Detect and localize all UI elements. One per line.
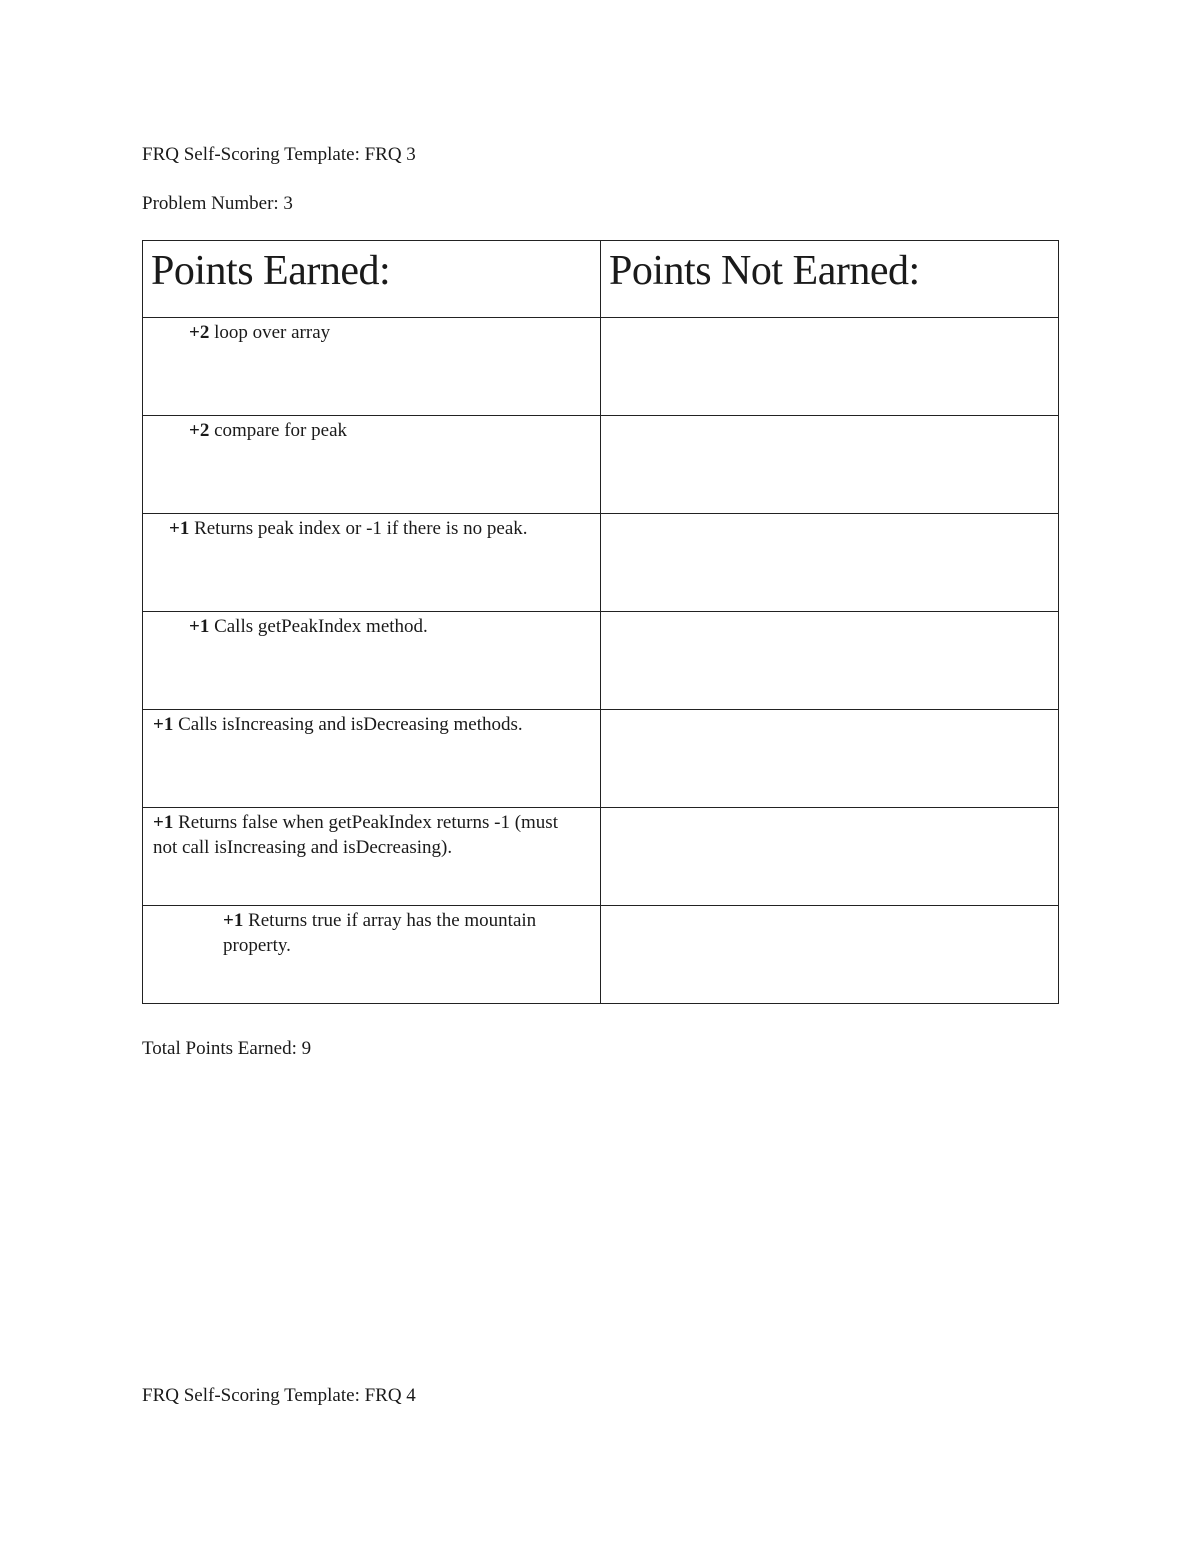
points-earned-cell: [143, 612, 601, 710]
total-points-earned: Total Points Earned: 9: [142, 1038, 312, 1059]
points-not-earned-cell: [601, 612, 1059, 710]
rubric-text: compare for peak: [209, 420, 348, 441]
not-earned-text: [601, 710, 1058, 712]
table-row: [143, 710, 1059, 808]
points-not-earned-cell: [601, 906, 1059, 1004]
table-header-row: [143, 241, 1059, 318]
table-row: [143, 318, 1059, 416]
rubric-text: Calls getPeakIndex method.: [209, 616, 428, 637]
points-not-earned-header: [601, 241, 1059, 318]
points-earned-cell: [143, 416, 601, 514]
points-not-earned-cell: [601, 514, 1059, 612]
problem-number: Problem Number: 3: [142, 193, 293, 214]
points-not-earned-cell: [601, 710, 1059, 808]
points-not-earned-cell: [601, 808, 1059, 906]
rubric-points: +1: [189, 616, 210, 637]
rubric-item: [143, 612, 600, 639]
rubric-text: Returns true if array has the mountain property.: [223, 910, 537, 956]
rubric-points: +1: [153, 714, 174, 735]
rubric-points: +1: [169, 518, 190, 539]
points-not-earned-header-label: Points Not Earned:: [609, 248, 920, 294]
table-row: [143, 808, 1059, 906]
not-earned-text: [601, 318, 1058, 320]
not-earned-text: [601, 906, 1058, 908]
points-not-earned-cell: [601, 318, 1059, 416]
points-earned-header-label: Points Earned:: [151, 248, 391, 294]
rubric-points: +1: [223, 910, 244, 931]
rubric-item: [143, 906, 600, 958]
not-earned-text: [601, 416, 1058, 418]
not-earned-text: [601, 808, 1058, 810]
points-not-earned-cell: [601, 416, 1059, 514]
scoring-table: [142, 240, 1059, 1004]
rubric-text: Returns peak index or -1 if there is no peak.: [189, 518, 528, 539]
rubric-item: [143, 808, 600, 860]
rubric-item: [143, 318, 600, 345]
next-section-title: FRQ Self-Scoring Template: FRQ 4: [142, 1385, 416, 1406]
rubric-points: +2: [189, 420, 210, 441]
points-earned-cell: [143, 710, 601, 808]
rubric-points: +2: [189, 322, 210, 343]
points-earned-cell: [143, 808, 601, 906]
table-row: [143, 906, 1059, 1004]
rubric-text: Calls isIncreasing and isDecreasing methods.: [173, 714, 523, 735]
points-earned-cell: [143, 906, 601, 1004]
page-title: FRQ Self-Scoring Template: FRQ 3: [142, 144, 416, 165]
rubric-item: [143, 416, 600, 443]
table-row: [143, 612, 1059, 710]
rubric-text: loop over array: [209, 322, 331, 343]
table-row: [143, 416, 1059, 514]
points-earned-cell: [143, 318, 601, 416]
points-earned-cell: [143, 514, 601, 612]
rubric-text: Returns false when getPeakIndex returns -1 (must not call isIncreasing and isDecreasing).: [153, 812, 558, 858]
table-row: [143, 514, 1059, 612]
rubric-item: [143, 514, 600, 541]
not-earned-text: [601, 612, 1058, 614]
not-earned-text: [601, 514, 1058, 516]
points-earned-header: [143, 241, 601, 318]
rubric-item: [143, 710, 600, 737]
rubric-points: +1: [153, 812, 174, 833]
